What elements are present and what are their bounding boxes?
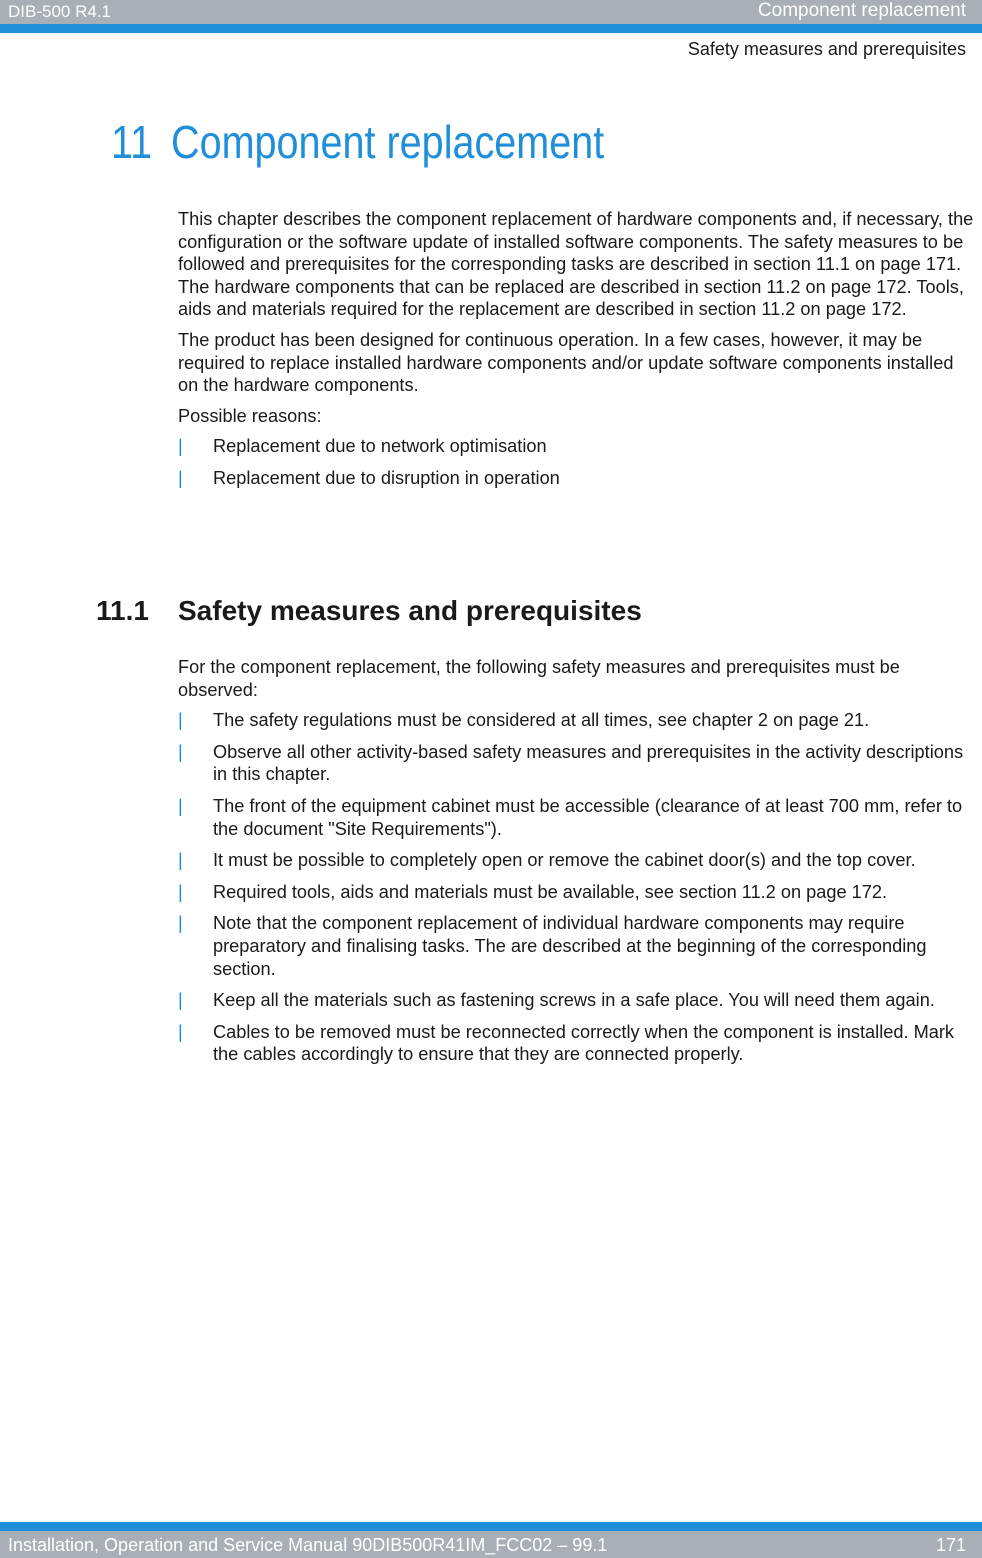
list-marker: |	[178, 913, 183, 934]
list-marker: |	[178, 710, 183, 731]
section-title: Safety measures and prerequisites	[178, 595, 642, 626]
list-item: | Keep all the materials such as fastening screws in a safe place. You will need them again.	[178, 990, 935, 1011]
list-item: | Replacement due to network optimisation	[178, 436, 547, 457]
list-marker: |	[178, 990, 183, 1011]
prerequisites-list	[178, 709, 982, 1066]
list-item: | Required tools, aids and materials must be available, see section 11.2 on page 172.	[178, 881, 888, 902]
list-marker: |	[178, 741, 183, 762]
reasons-label: Possible reasons:	[178, 405, 322, 426]
list-marker: |	[178, 1021, 183, 1042]
list-marker: |	[178, 467, 183, 488]
list-item: | It must be possible to completely open or remove the cabinet door(s) and the top cover.	[178, 850, 916, 871]
section-number: 11.1	[96, 595, 149, 626]
chapter-heading	[111, 112, 604, 172]
chapter-intro-paragraph: This chapter describes the component replacement of hardware components and, if necessary, the configuration or the software update of installed software components. The safety measures to be followed and prerequisites for the corresponding tasks are described in section 11.1 on page 171. The hardware components that can be replaced are described in section 11.2 on page 172. Tools, aids and materials required for the replacement are described in section 11.2 on page 172.	[178, 209, 974, 320]
footer-manual-title: Installation, Operation and Service Manual 90DIB500R41IM_FCC02 – 99.1	[8, 1535, 608, 1555]
list-marker: |	[178, 881, 183, 902]
list-item: | Note that the component replacement of individual hardware components may require preparatory and finalising tasks. The are described at the beginning of the corresponding section.	[178, 913, 927, 979]
header-bar	[0, 0, 982, 24]
section-body	[178, 656, 982, 1075]
doc-id: DIB-500 R4.1	[8, 2, 111, 21]
list-marker: |	[178, 795, 183, 816]
chapter-operation-paragraph: The product has been designed for continuous operation. In a few cases, however, it may be required to replace installed hardware components and/or update software components installed on the hardware components.	[178, 329, 954, 396]
list-item: | The front of the equipment cabinet must be accessible (clearance of at least 700 mm, refer to the document "Site Requirements").	[178, 795, 963, 839]
list-item: | Cables to be removed must be reconnected correctly when the component is installed. Mark the cables accordingly to ensure that they are connected properly.	[178, 1021, 955, 1065]
chapter-number: 11	[111, 116, 153, 168]
running-section-title: Safety measures and prerequisites	[687, 39, 966, 59]
header-accent-line	[0, 24, 982, 33]
list-marker: |	[178, 850, 183, 871]
section-heading	[96, 594, 642, 628]
chapter-title: Component replacement	[170, 116, 605, 168]
reasons-list	[178, 435, 978, 489]
page-number: 171	[935, 1535, 966, 1555]
running-chapter-title: Component replacement	[757, 0, 966, 21]
chapter-body	[178, 208, 978, 499]
list-item: | Replacement due to disruption in operation	[178, 467, 560, 488]
section-intro-paragraph: For the component replacement, the following safety measures and prerequisites must be observed:	[178, 657, 900, 700]
list-item: | Observe all other activity-based safety measures and prerequisites in the activity descriptions in this chapter.	[178, 741, 964, 785]
list-marker: |	[178, 436, 183, 457]
list-item: | The safety regulations must be considered at all times, see chapter 2 on page 21.	[178, 710, 870, 731]
footer-accent-line	[0, 1522, 982, 1531]
